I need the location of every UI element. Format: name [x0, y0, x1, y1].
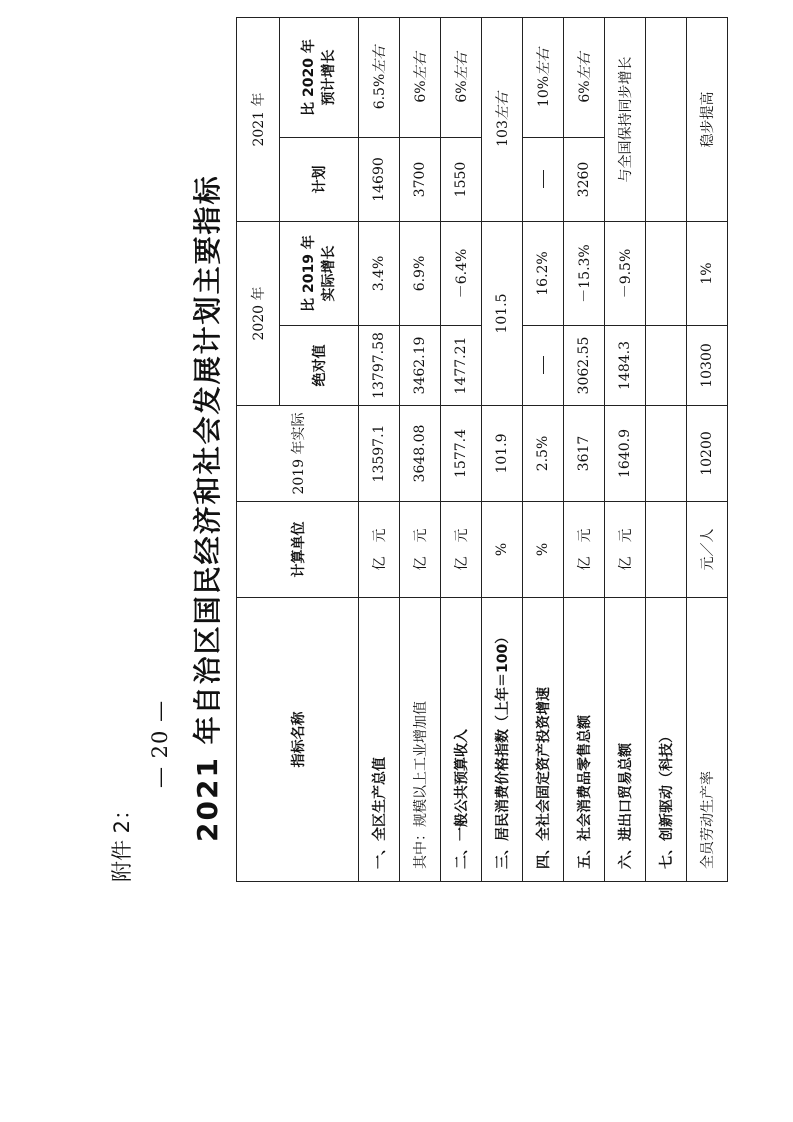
row-2021-merged-suffix: 左右 [495, 92, 511, 121]
row-2021-growth [441, 18, 482, 138]
table-row [523, 18, 564, 882]
table-row [359, 18, 400, 882]
row-unit: % [523, 502, 564, 598]
header-growth-2021 [280, 18, 359, 138]
row-2021-growth-value: 6% [577, 80, 593, 103]
row-2021-growth-value: 6.5% [372, 73, 388, 110]
row-2019: 2.5% [523, 406, 564, 502]
header-unit: 计算单位 [237, 502, 359, 598]
table-row [605, 18, 646, 882]
header-growth-2020-line1: 比 2019 年 [301, 235, 317, 312]
row-2021-growth-value: 6% [413, 80, 429, 103]
row-2020-absolute: 1477.21 [441, 326, 482, 406]
row-2021-plan: 1550 [441, 138, 482, 222]
row-unit: 元／人 [687, 502, 728, 598]
row-2021-merged [482, 18, 523, 222]
header-absolute: 绝对值 [280, 326, 359, 406]
row-2020-absolute: 13797.58 [359, 326, 400, 406]
row-2019: 3648.08 [400, 406, 441, 502]
row-2020-growth: 16.2% [523, 222, 564, 326]
row-2020-growth: －9.5% [605, 222, 646, 326]
row-2021-merged: 与全国保持同步增长 [605, 18, 646, 222]
row-2021-growth-suffix: 左右 [454, 52, 470, 81]
row-unit: 亿 元 [605, 502, 646, 598]
header-plan: 计划 [280, 138, 359, 222]
row-2021-growth [400, 18, 441, 138]
row-2021-growth-suffix: 左右 [577, 52, 593, 81]
row-2020-growth-empty [646, 222, 687, 326]
row-unit: 亿 元 [359, 502, 400, 598]
row-2019: 13597.1 [359, 406, 400, 502]
row-2019: 10200 [687, 406, 728, 502]
row-unit: 亿 元 [564, 502, 605, 598]
row-2019: 3617 [564, 406, 605, 502]
row-2021-growth-value: 10% [536, 75, 552, 108]
row-2020-merged: 101.5 [482, 222, 523, 406]
indicators-table [236, 17, 728, 882]
page-number: — 20 — [148, 699, 172, 788]
row-2021-merged-value: 103 [495, 120, 511, 147]
row-2021-plan: 3700 [400, 138, 441, 222]
header-growth-2021-line2: 预计增长 [321, 49, 337, 106]
row-2021-plan: 14690 [359, 138, 400, 222]
row-2021-plan: 3260 [564, 138, 605, 222]
header-indicator: 指标名称 [237, 598, 359, 882]
row-name: 六、进出口贸易总额 [605, 598, 646, 882]
row-unit: % [482, 502, 523, 598]
row-name: 五、社会消费品零售总额 [564, 598, 605, 882]
row-2021-growth [523, 18, 564, 138]
row-name: 其中：规模以上工业增加值 [400, 598, 441, 882]
row-2019: 1577.4 [441, 406, 482, 502]
attachment-label: 附件 2： [110, 798, 134, 882]
row-2020-growth: －6.4% [441, 222, 482, 326]
row-2019: 101.9 [482, 406, 523, 502]
row-2020-absolute-empty [523, 326, 564, 406]
row-2020-absolute: 10300 [687, 326, 728, 406]
row-name: 全员劳动生产率 [687, 598, 728, 882]
row-2019-empty [646, 406, 687, 502]
table-row [564, 18, 605, 882]
row-2020-growth: 1% [687, 222, 728, 326]
table-row [441, 18, 482, 882]
row-2020-absolute: 1484.3 [605, 326, 646, 406]
row-2020-absolute: 3062.55 [564, 326, 605, 406]
header-group-2021: 2021 年 [237, 18, 280, 222]
row-name: 七、创新驱动（科技） [646, 598, 687, 882]
header-growth-2021-line1: 比 2020 年 [301, 39, 317, 116]
row-name: 一、全区生产总值 [359, 598, 400, 882]
header-group-2020: 2020 年 [237, 222, 280, 406]
header-growth-2020 [280, 222, 359, 326]
dash-mark [543, 171, 544, 189]
header-actual-2019: 2019 年实际 [237, 406, 359, 502]
table-row [687, 18, 728, 882]
table-row [400, 18, 441, 882]
row-2020-absolute: 3462.19 [400, 326, 441, 406]
row-unit: 亿 元 [441, 502, 482, 598]
row-name: 三、居民消费价格指数（上年＝100） [482, 598, 523, 882]
row-2021-growth [359, 18, 400, 138]
row-unit: 亿 元 [400, 502, 441, 598]
header-row-top [237, 18, 280, 882]
row-2021-empty [646, 18, 687, 222]
row-name: 四、全社会固定资产投资增速 [523, 598, 564, 882]
row-2021-merged: 稳步提高 [687, 18, 728, 222]
row-2021-growth [564, 18, 605, 138]
table-row [482, 18, 523, 882]
row-2020-growth: 6.9% [400, 222, 441, 326]
header-growth-2020-line2: 实际增长 [321, 245, 337, 302]
row-2019: 1640.9 [605, 406, 646, 502]
row-unit-empty [646, 502, 687, 598]
row-2020-growth: 3.4% [359, 222, 400, 326]
row-2021-growth-value: 6% [454, 80, 470, 103]
row-2021-growth-suffix: 左右 [536, 47, 552, 76]
dash-mark [543, 357, 544, 375]
row-2021-plan-empty [523, 138, 564, 222]
row-2020-absolute-empty [646, 326, 687, 406]
row-name: 二、一般公共预算收入 [441, 598, 482, 882]
row-2021-growth-suffix: 左右 [413, 52, 429, 81]
table-row [646, 18, 687, 882]
row-2020-growth: －15.3% [564, 222, 605, 326]
row-2021-growth-suffix: 左右 [372, 45, 388, 74]
page-title: 2021 年自治区国民经济和社会发展计划主要指标 [191, 174, 224, 842]
